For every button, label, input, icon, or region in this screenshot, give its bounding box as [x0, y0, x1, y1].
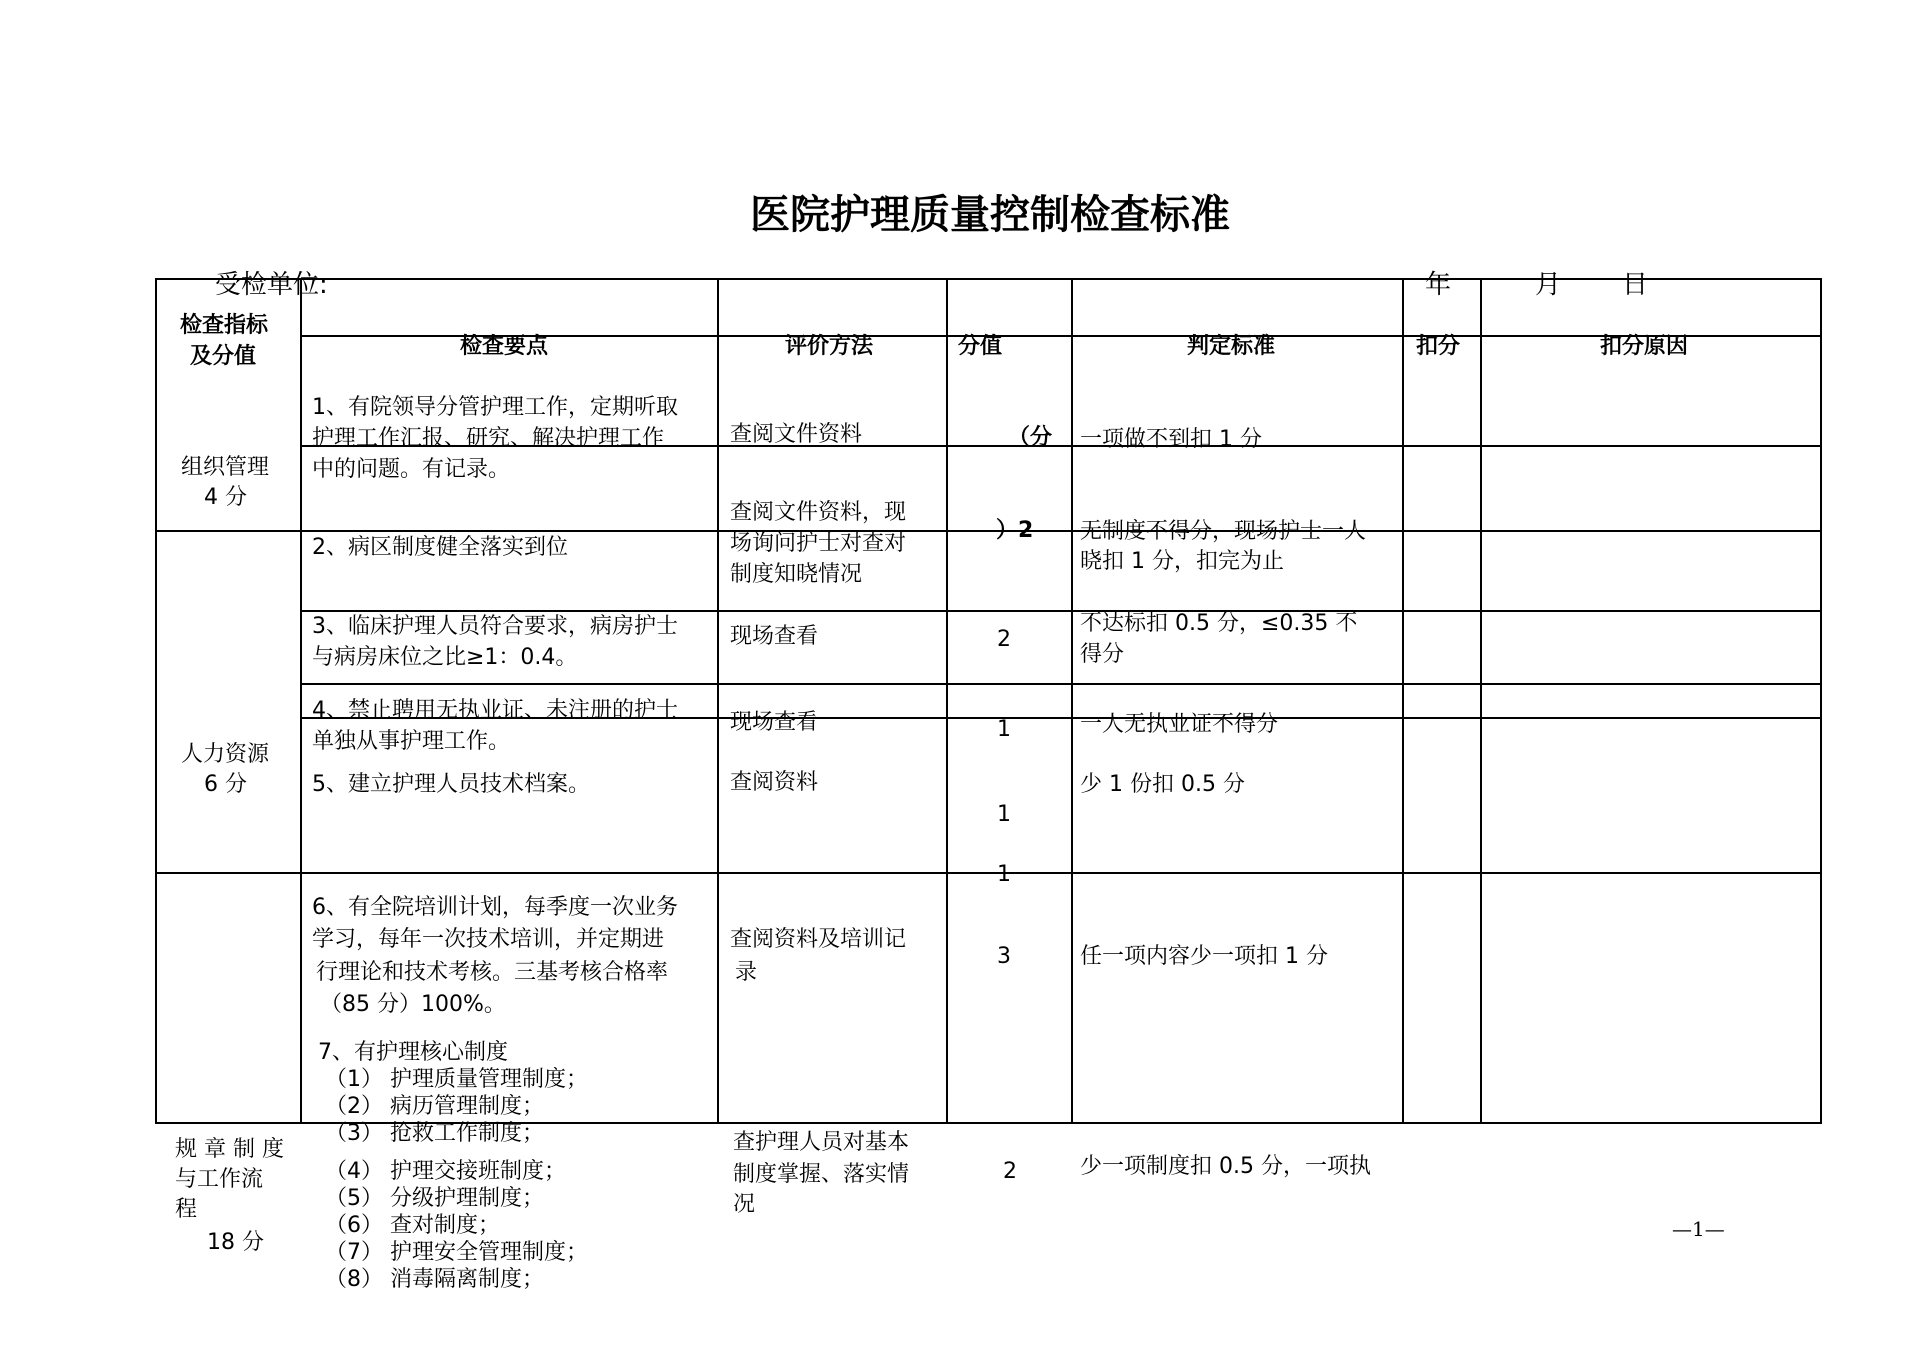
criteria-3-line: 得分	[1080, 642, 1125, 667]
method-7-line: 况	[733, 1192, 756, 1217]
item-4-line: 4、禁止聘用无执业证、未注册的护士	[312, 698, 678, 723]
date-year: 年	[1425, 270, 1452, 300]
category-rules: 规 章 制 度	[175, 1137, 284, 1162]
item-7-sub: （4） 护理交接班制度；	[325, 1159, 566, 1184]
method-6-line: 录	[735, 960, 758, 985]
table-border-top	[155, 278, 1822, 280]
item-5: 5、建立护理人员技术档案。	[312, 772, 590, 797]
criteria-1: 一项做不到扣 1 分	[1080, 427, 1262, 452]
score-1: （分	[1008, 425, 1053, 450]
method-7-line: 查护理人员对基本	[733, 1130, 910, 1155]
col-border	[1071, 278, 1073, 1124]
score-5: 1	[997, 802, 1011, 827]
header-reason: 扣分原因	[1600, 334, 1689, 359]
criteria-2-line: 无制度不得分，现场护士一人	[1080, 519, 1367, 544]
method-2-line: 查阅文件资料，现	[730, 500, 907, 525]
criteria-3-line: 不达标扣 0.5 分，≤0.35 不	[1080, 611, 1358, 636]
score-3: 2	[997, 627, 1011, 652]
method-7-line: 制度掌握、落实情	[733, 1162, 910, 1187]
criteria-4: 一人无执业证不得分	[1080, 712, 1279, 737]
col-border	[1480, 278, 1482, 1124]
method-2-line: 制度知晓情况	[730, 562, 863, 587]
page-number: —1—	[1672, 1217, 1725, 1241]
item-1-line: 1、有院领导分管护理工作，定期听取	[312, 395, 678, 420]
col-border	[1402, 278, 1404, 1124]
item-7-sub: （3） 抢救工作制度；	[325, 1121, 544, 1146]
header-check-points: 检查要点	[460, 334, 549, 359]
col-border	[300, 278, 302, 1124]
item-1-line: 护理工作汇报、研究、解决护理工作	[312, 426, 665, 451]
score-5b: 1	[997, 862, 1011, 887]
page-title: 医院护理质量控制检查标准	[750, 192, 1230, 238]
item-6-line: 学习，每年一次技术培训，并定期进	[312, 927, 665, 952]
row-divider	[155, 530, 1822, 532]
item-7: 7、有护理核心制度	[318, 1040, 508, 1065]
row-divider	[300, 683, 1822, 685]
item-7-sub: （5） 分级护理制度；	[325, 1186, 544, 1211]
header-deduct: 扣分	[1416, 334, 1461, 359]
date-month: 月	[1535, 270, 1562, 300]
item-6-line: （85 分）100%。	[320, 992, 506, 1017]
score-4: 1	[997, 717, 1011, 742]
inspected-unit-label: 受检单位:	[215, 270, 328, 300]
item-1-line: 中的问题。有记录。	[312, 457, 511, 482]
item-4-line: 单独从事护理工作。	[312, 729, 511, 754]
item-6-line: 6、有全院培训计划，每季度一次业务	[312, 895, 678, 920]
criteria-7: 少一项制度扣 0.5 分，一项执	[1080, 1154, 1371, 1179]
header-score: 分值	[958, 334, 1003, 359]
item-3-line: 3、临床护理人员符合要求，病房护士	[312, 614, 678, 639]
category-org-score: 4 分	[204, 485, 247, 510]
method-2-line: 场询问护士对查对	[730, 531, 907, 556]
header-criteria: 判定标准	[1187, 334, 1276, 359]
method-6-line: 查阅资料及培训记	[730, 927, 907, 952]
score-2: ）2	[996, 518, 1034, 543]
criteria-2-line: 晓扣 1 分，扣完为止	[1080, 549, 1284, 574]
date-day: 日	[1622, 270, 1649, 300]
col-border	[946, 278, 948, 1124]
criteria-6: 任一项内容少一项扣 1 分	[1080, 944, 1328, 969]
category-org: 组织管理	[181, 455, 270, 480]
col-border	[717, 278, 719, 1124]
criteria-5: 少 1 份扣 0.5 分	[1080, 772, 1245, 797]
header-indicator: 检查指标	[180, 313, 269, 338]
method-3: 现场查看	[730, 624, 819, 649]
item-7-sub: （1） 护理质量管理制度；	[325, 1067, 588, 1092]
item-2: 2、病区制度健全落实到位	[312, 535, 568, 560]
item-7-sub: （2） 病历管理制度；	[325, 1094, 544, 1119]
category-rules-3: 程	[175, 1197, 198, 1222]
item-7-sub: （7） 护理安全管理制度；	[325, 1240, 588, 1265]
col-border	[155, 278, 157, 1124]
header-indicator-score: 及分值	[190, 344, 257, 369]
score-6: 3	[997, 944, 1011, 969]
category-hr-score: 6 分	[204, 772, 247, 797]
method-5: 查阅资料	[730, 770, 819, 795]
score-7: 2	[1003, 1159, 1017, 1184]
category-hr: 人力资源	[181, 742, 270, 767]
col-border	[1820, 278, 1822, 1124]
row-divider	[155, 872, 1822, 874]
header-method: 评价方法	[785, 334, 874, 359]
item-3-line: 与病房床位之比≥1：0.4。	[312, 645, 578, 670]
item-7-sub: （8） 消毒隔离制度；	[325, 1267, 544, 1292]
item-7-sub: （6） 查对制度；	[325, 1213, 500, 1238]
category-rules-2: 与工作流	[175, 1167, 264, 1192]
method-1: 查阅文件资料	[730, 422, 863, 447]
category-rules-score: 18 分	[207, 1230, 264, 1255]
method-4: 现场查看	[730, 710, 819, 735]
item-6-line: 行理论和技术考核。三基考核合格率	[316, 960, 669, 985]
